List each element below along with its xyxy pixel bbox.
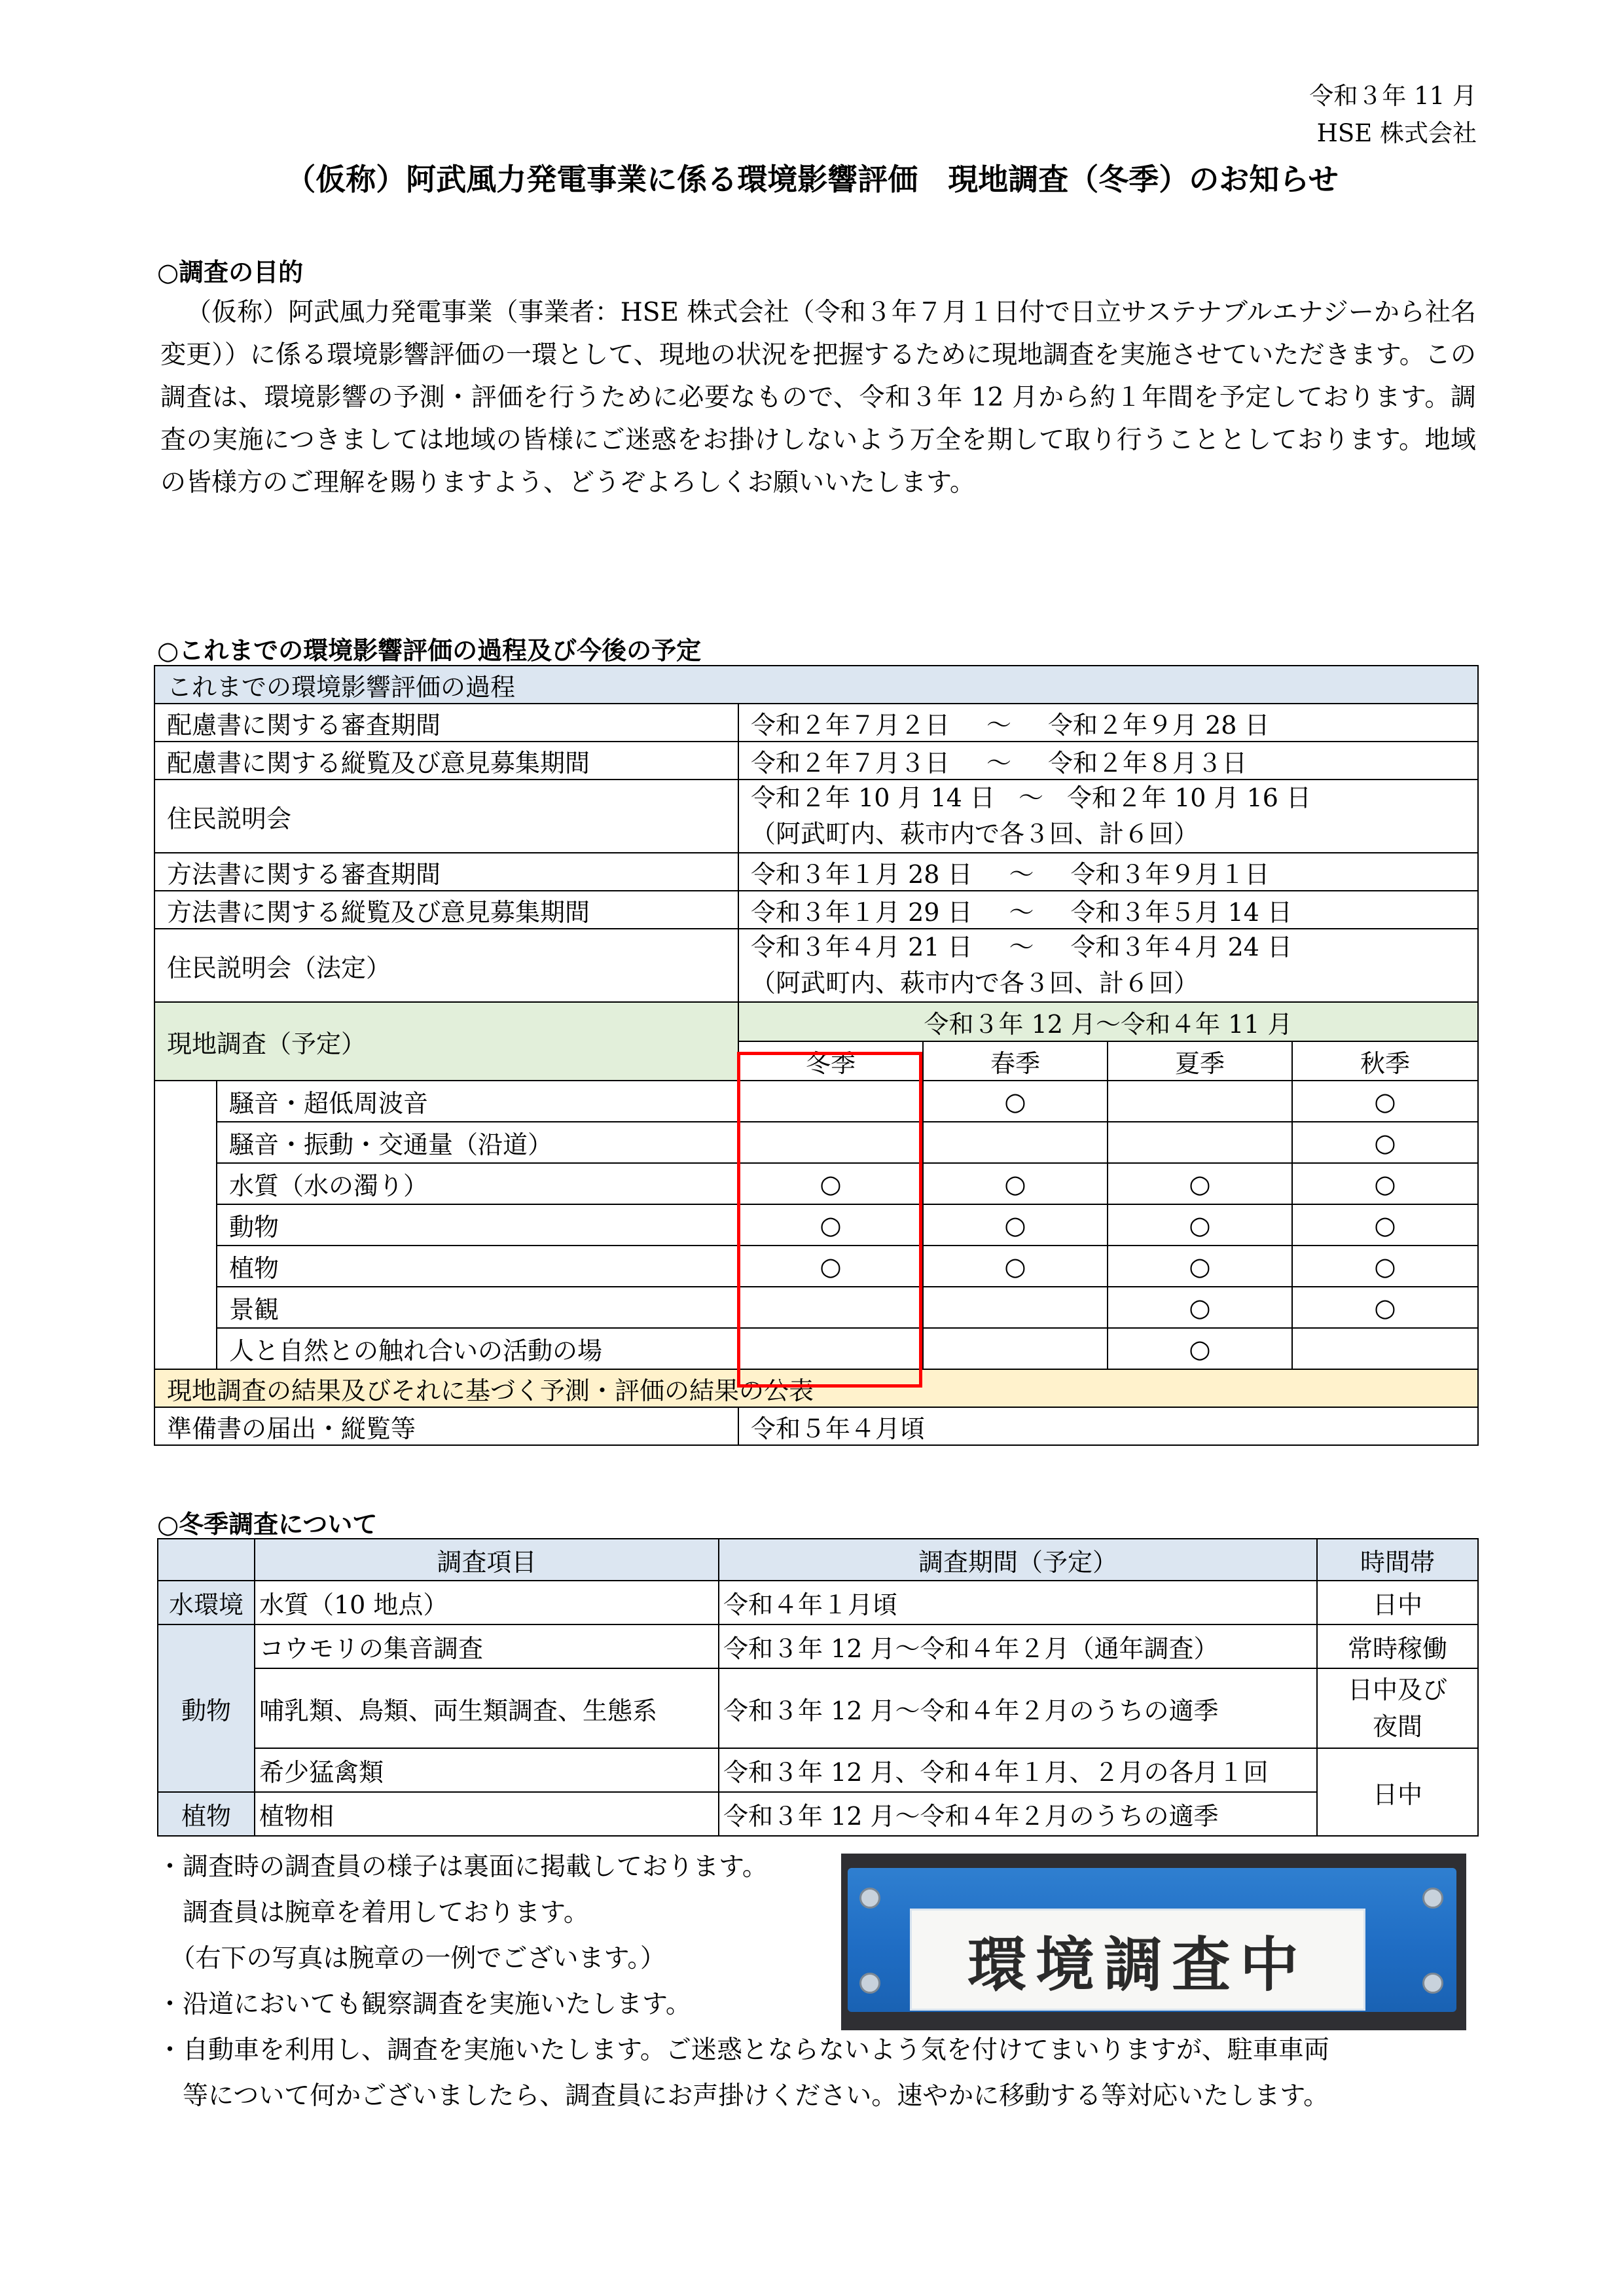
process-item: 住民説明会 [154,780,738,853]
winter-period: 令和３年 12 月～令和４年２月のうちの適季 [719,1668,1317,1748]
circle-mark-icon: ○ [1189,1169,1211,1198]
survey-mark-cell [1292,1081,1478,1122]
circle-mark-icon: ○ [1374,1293,1396,1322]
winter-item: 植物相 [255,1792,719,1836]
survey-mark-cell [1292,1163,1478,1204]
winter-time: 日中及び 夜間 [1317,1668,1478,1748]
winter-period: 令和３年 12 月～令和４年２月のうちの適季 [719,1792,1317,1836]
survey-indent [154,1287,217,1328]
note-line: 等について何かございましたら、調査員にお声掛けください。速やかに移動する等対応いたします。 [157,2081,1329,2111]
survey-label: 現地調査（予定） [154,1002,738,1081]
winter-header-blank [158,1539,255,1581]
process-heading: ○これまでの環境影響評価の過程及び今後の予定 [157,636,702,665]
survey-indent [154,1328,217,1369]
category-animal: 動物 [158,1624,255,1792]
circle-mark-icon: ○ [1189,1251,1211,1281]
winter-time: 日中 [1317,1581,1478,1624]
survey-mark-cell [1108,1204,1292,1246]
armband-band [848,1868,1456,2012]
circle-mark-icon: ○ [1004,1169,1026,1198]
survey-mark-cell [923,1204,1108,1246]
winter-header-item: 調査項目 [255,1539,719,1581]
circle-mark-icon: ○ [1374,1086,1396,1116]
survey-mark-cell [1108,1163,1292,1204]
circle-mark-icon: ○ [820,1210,842,1240]
final-item: 準備書の届出・縦覧等 [154,1407,738,1445]
winter-item: 希少猛禽類 [255,1748,719,1792]
survey-mark-cell [1292,1328,1478,1369]
process-period: 令和２年７月３日 ～ 令和２年８月３日 [738,742,1478,780]
circle-mark-icon: ○ [1004,1251,1026,1281]
survey-item-name: 動物 [217,1204,738,1246]
snap-icon [1422,1973,1443,1994]
winter-item: コウモリの集音調査 [255,1624,719,1668]
survey-mark-cell [923,1122,1108,1163]
survey-mark-cell [923,1246,1108,1287]
note-line: ・沿道においても観察調査を実施いたします。 [157,1990,691,2019]
armband-photo [841,1854,1466,2030]
survey-indent [154,1246,217,1287]
survey-item-name: 景観 [217,1287,738,1328]
process-period: 令和３年１月 28 日 ～ 令和３年９月１日 [738,853,1478,891]
survey-mark-cell [923,1287,1108,1328]
winter-period: 令和３年 12 月、令和４年１月、２月の各月１回 [719,1748,1317,1792]
survey-mark-cell [923,1163,1108,1204]
circle-mark-icon: ○ [1374,1210,1396,1240]
survey-mark-cell [1108,1246,1292,1287]
circle-mark-icon: ○ [1189,1334,1211,1363]
process-note: （阿武町内、萩市内で各３回、計６回） [751,969,1199,997]
circle-mark-icon: ○ [1374,1169,1396,1198]
issue-date: 令和３年 11 月 [1309,82,1477,110]
survey-mark-cell [1292,1122,1478,1163]
season-header-winter: 冬季 [738,1041,923,1081]
survey-item-name: 人と自然との触れ合いの活動の場 [217,1328,738,1369]
snap-icon [1422,1888,1443,1909]
survey-indent [154,1122,217,1163]
category-water: 水環境 [158,1581,255,1624]
winter-time: 日中 [1317,1748,1478,1836]
note-line: （右下の写真は腕章の一例でございます。） [157,1944,666,1973]
process-item: 方法書に関する縦覧及び意見募集期間 [154,891,738,929]
purpose-paragraph: （仮称）阿武風力発電事業（事業者：HSE 株式会社（令和３年７月１日付で日立サステナブルエナジーから社名変更））に係る環境影響評価の一環として、現地の状況を把握するために現地調査を実施させていただきます。この調査は、環境影響の予測・評価を行うために必要なもので、令和３年 12 月から約１年間を予定しております。調査の実施につきましては地域の皆様にご迷惑をお掛けしないよう万全を期して取り行うこととしております。地域の皆様方のご理解を賜りますよう、どうぞよろしくお願いいたします。 [160,298,1476,497]
process-item: 配慮書に関する審査期間 [154,704,738,742]
survey-item-name: 騒音・超低周波音 [217,1081,738,1122]
survey-item-name: 水質（水の濁り） [217,1163,738,1204]
winter-period: 令和３年 12 月～令和４年２月（通年調査） [719,1624,1317,1668]
winter-item: 水質（10 地点） [255,1581,719,1624]
winter-table [157,1538,1479,1837]
note-line: 調査員は腕章を着用しております。 [157,1898,589,1928]
survey-item-name: 騒音・振動・交通量（沿道） [217,1122,738,1163]
process-item: 方法書に関する審査期間 [154,853,738,891]
circle-mark-icon: ○ [1004,1210,1026,1240]
process-period: 令和３年１月 29 日 ～ 令和３年５月 14 日 [738,891,1478,929]
process-item: 配慮書に関する縦覧及び意見募集期間 [154,742,738,780]
survey-period: 令和３年 12 月～令和４年 11 月 [738,1002,1478,1041]
winter-header-period: 調査期間（予定） [719,1539,1317,1581]
process-period: 令和３年４月 21 日 ～ 令和３年４月 24 日 （阿武町内、萩市内で各３回、計６回） [738,929,1478,1002]
note-line: ・調査時の調査員の様子は裏面に掲載しております。 [157,1852,768,1882]
survey-indent [154,1163,217,1204]
circle-mark-icon: ○ [820,1251,842,1281]
season-header-summer: 夏季 [1108,1041,1292,1081]
category-plant: 植物 [158,1792,255,1836]
circle-mark-icon: ○ [1189,1293,1211,1322]
winter-time: 常時稼働 [1317,1624,1478,1668]
survey-mark-cell [1292,1246,1478,1287]
purpose-heading: ○調査の目的 [157,258,304,287]
snap-icon [859,1888,880,1909]
survey-mark-cell [923,1328,1108,1369]
company-name: HSE 株式会社 [1316,119,1477,147]
circle-mark-icon: ○ [1374,1128,1396,1157]
snap-icon [859,1973,880,1994]
season-header-spring: 春季 [923,1041,1108,1081]
winter-item: 哺乳類、鳥類、両生類調査、生態系 [255,1668,719,1748]
process-period: 令和２年 10 月 14 日 ～ 令和２年 10 月 16 日 （阿武町内、萩市内で各３回、計６回） [738,780,1478,853]
note-line: ・自動車を利用し、調査を実施いたします。ご迷惑とならないよう気を付けてまいりますが、駐車車両 [157,2036,1329,2065]
winter-highlight-frame [737,1052,922,1388]
circle-mark-icon: ○ [1374,1251,1396,1281]
survey-mark-cell [923,1081,1108,1122]
process-item: 住民説明会（法定） [154,929,738,1002]
survey-item-name: 植物 [217,1246,738,1287]
survey-mark-cell [1108,1328,1292,1369]
survey-mark-cell [1292,1287,1478,1328]
final-date: 令和５年４月頃 [738,1407,1478,1445]
winter-heading: ○冬季調査について [157,1510,378,1539]
publish-row: 現地調査の結果及びそれに基づく予測・評価の結果の公表 [154,1369,1478,1407]
process-period: 令和２年７月２日 ～ 令和２年９月 28 日 [738,704,1478,742]
survey-indent [154,1204,217,1246]
circle-mark-icon: ○ [820,1169,842,1198]
winter-header-time: 時間帯 [1317,1539,1478,1581]
winter-period: 令和４年１月頃 [719,1581,1317,1624]
survey-indent [154,1081,217,1122]
survey-mark-cell [1108,1081,1292,1122]
process-table-header: これまでの環境影響評価の過程 [154,666,1478,704]
armband-label: 環境調査中 [910,1909,1365,2011]
season-header-autumn: 秋季 [1292,1041,1478,1081]
process-note: （阿武町内、萩市内で各３回、計６回） [751,819,1199,848]
survey-mark-cell [1108,1287,1292,1328]
survey-mark-cell [1108,1122,1292,1163]
circle-mark-icon: ○ [1004,1086,1026,1116]
survey-mark-cell [1292,1204,1478,1246]
circle-mark-icon: ○ [1189,1210,1211,1240]
document-title: （仮称）阿武風力発電事業に係る環境影響評価 現地調査（冬季）のお知らせ [285,162,1339,197]
